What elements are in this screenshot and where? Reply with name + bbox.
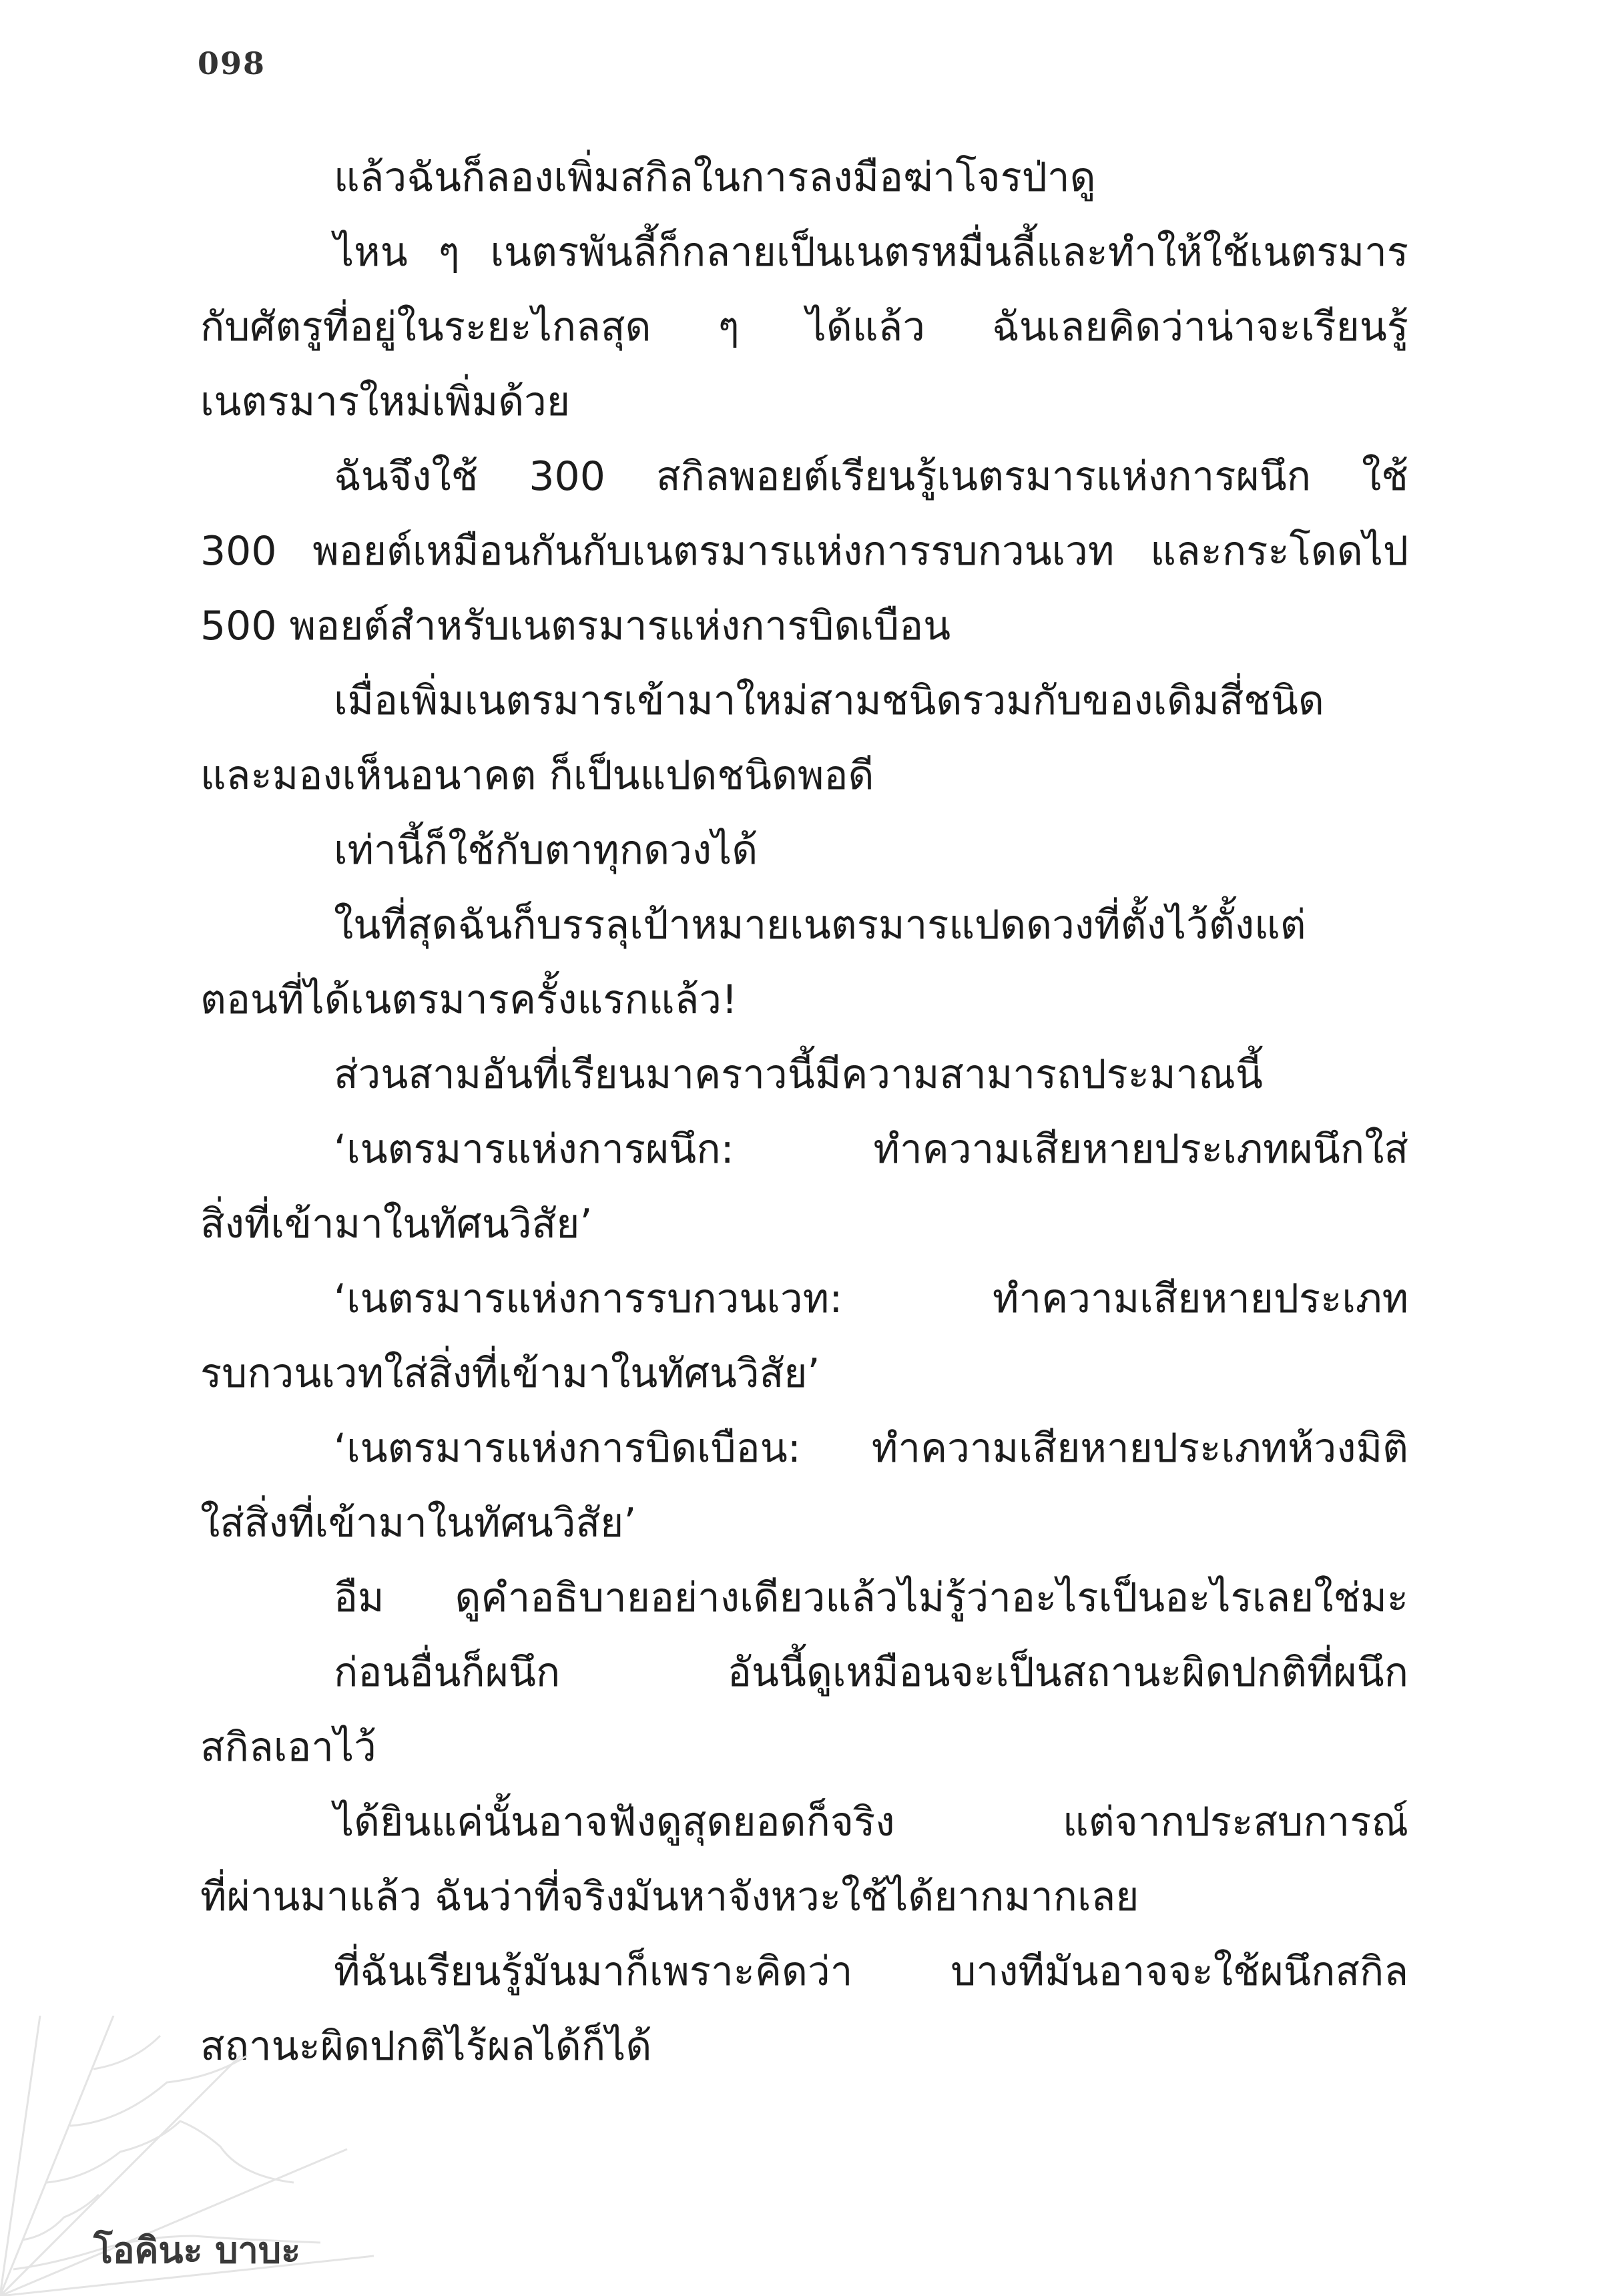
- text-line: ตอนที่ได้เนตรมารครั้งแรกแล้ว!: [200, 976, 738, 1023]
- text-line: ‘เนตรมารแห่งการผนึก: ทำความเสียหายประเภทผนึกใส่: [334, 1126, 1408, 1173]
- text-line: 300 พอยต์เหมือนกันกับเนตรมารแห่งการรบกวนเวท และกระโดดไป: [200, 528, 1408, 575]
- text-line: อืม ดูคำอธิบายอย่างเดียวแล้วไม่รู้ว่าอะไรเป็นอะไรเลยใช่มะ: [334, 1574, 1408, 1621]
- text-line: ‘เนตรมารแห่งการรบกวนเวท: ทำความเสียหายประเภท: [334, 1275, 1408, 1322]
- text-line: เท่านี้ก็ใช้กับตาทุกดวงได้: [334, 827, 758, 874]
- text-line: ในที่สุดฉันก็บรรลุเป้าหมายเนตรมารแปดดวงที่ตั้งไว้ตั้งแต่: [334, 902, 1306, 948]
- text-line: เมื่อเพิ่มเนตรมารเข้ามาใหม่สามชนิดรวมกับของเดิมสี่ชนิด: [334, 677, 1324, 724]
- text-line: แล้วฉันก็ลองเพิ่มสกิลในการลงมือฆ่าโจรป่าดู: [334, 154, 1096, 201]
- book-author: โอคินะ บาบะ: [93, 2229, 301, 2271]
- text-line: กับศัตรูที่อยู่ในระยะไกลสุด ๆ ได้แล้ว ฉันเลยคิดว่าน่าจะเรียนรู้: [200, 304, 1408, 350]
- text-line: ไหน ๆ เนตรพันลี้ก็กลายเป็นเนตรหมื่นลี้และทำให้ใช้เนตรมาร: [334, 229, 1408, 276]
- page-number: 098: [198, 45, 266, 81]
- text-line: ก่อนอื่นก็ผนึก อันนี้ดูเหมือนจะเป็นสถานะผิดปกติที่ผนึก: [334, 1649, 1408, 1696]
- text-line: 500 พอยต์สำหรับเนตรมารแห่งการบิดเบือน: [200, 603, 951, 649]
- text-line: ส่วนสามอันที่เรียนมาคราวนี้มีความสามารถประมาณนี้: [334, 1051, 1263, 1098]
- text-line: และมองเห็นอนาคต ก็เป็นแปดชนิดพอดี: [200, 752, 874, 799]
- text-line: ฉันจึงใช้ 300 สกิลพอยต์เรียนรู้เนตรมารแห่งการผนึก ใช้: [334, 453, 1408, 500]
- text-line: ได้ยินแค่นั้นอาจฟังดูสุดยอดก็จริง แต่จากประสบการณ์: [334, 1799, 1408, 1845]
- text-line: ใส่สิ่งที่เข้ามาในทัศนวิสัย’: [200, 1500, 637, 1546]
- text-line: เนตรมารใหม่เพิ่มด้วย: [200, 378, 571, 425]
- text-line: ที่ฉันเรียนรู้มันมาก็เพราะคิดว่า บางทีมันอาจจะใช้ผนึกสกิล: [334, 1948, 1408, 1995]
- text-line: สถานะผิดปกติไร้ผลได้ก็ได้: [200, 2023, 652, 2070]
- text-line: ที่ผ่านมาแล้ว ฉันว่าที่จริงมันหาจังหวะใช้ได้ยากมากเลย: [200, 1874, 1139, 1920]
- text-line: ‘เนตรมารแห่งการบิดเบือน: ทำความเสียหายประเภทห้วงมิติ: [334, 1425, 1408, 1472]
- text-line: สิ่งที่เข้ามาในทัศนวิสัย’: [200, 1201, 593, 1247]
- text-line: รบกวนเวทใส่สิ่งที่เข้ามาในทัศนวิสัย’: [200, 1350, 820, 1397]
- text-line: สกิลเอาไว้: [200, 1724, 376, 1771]
